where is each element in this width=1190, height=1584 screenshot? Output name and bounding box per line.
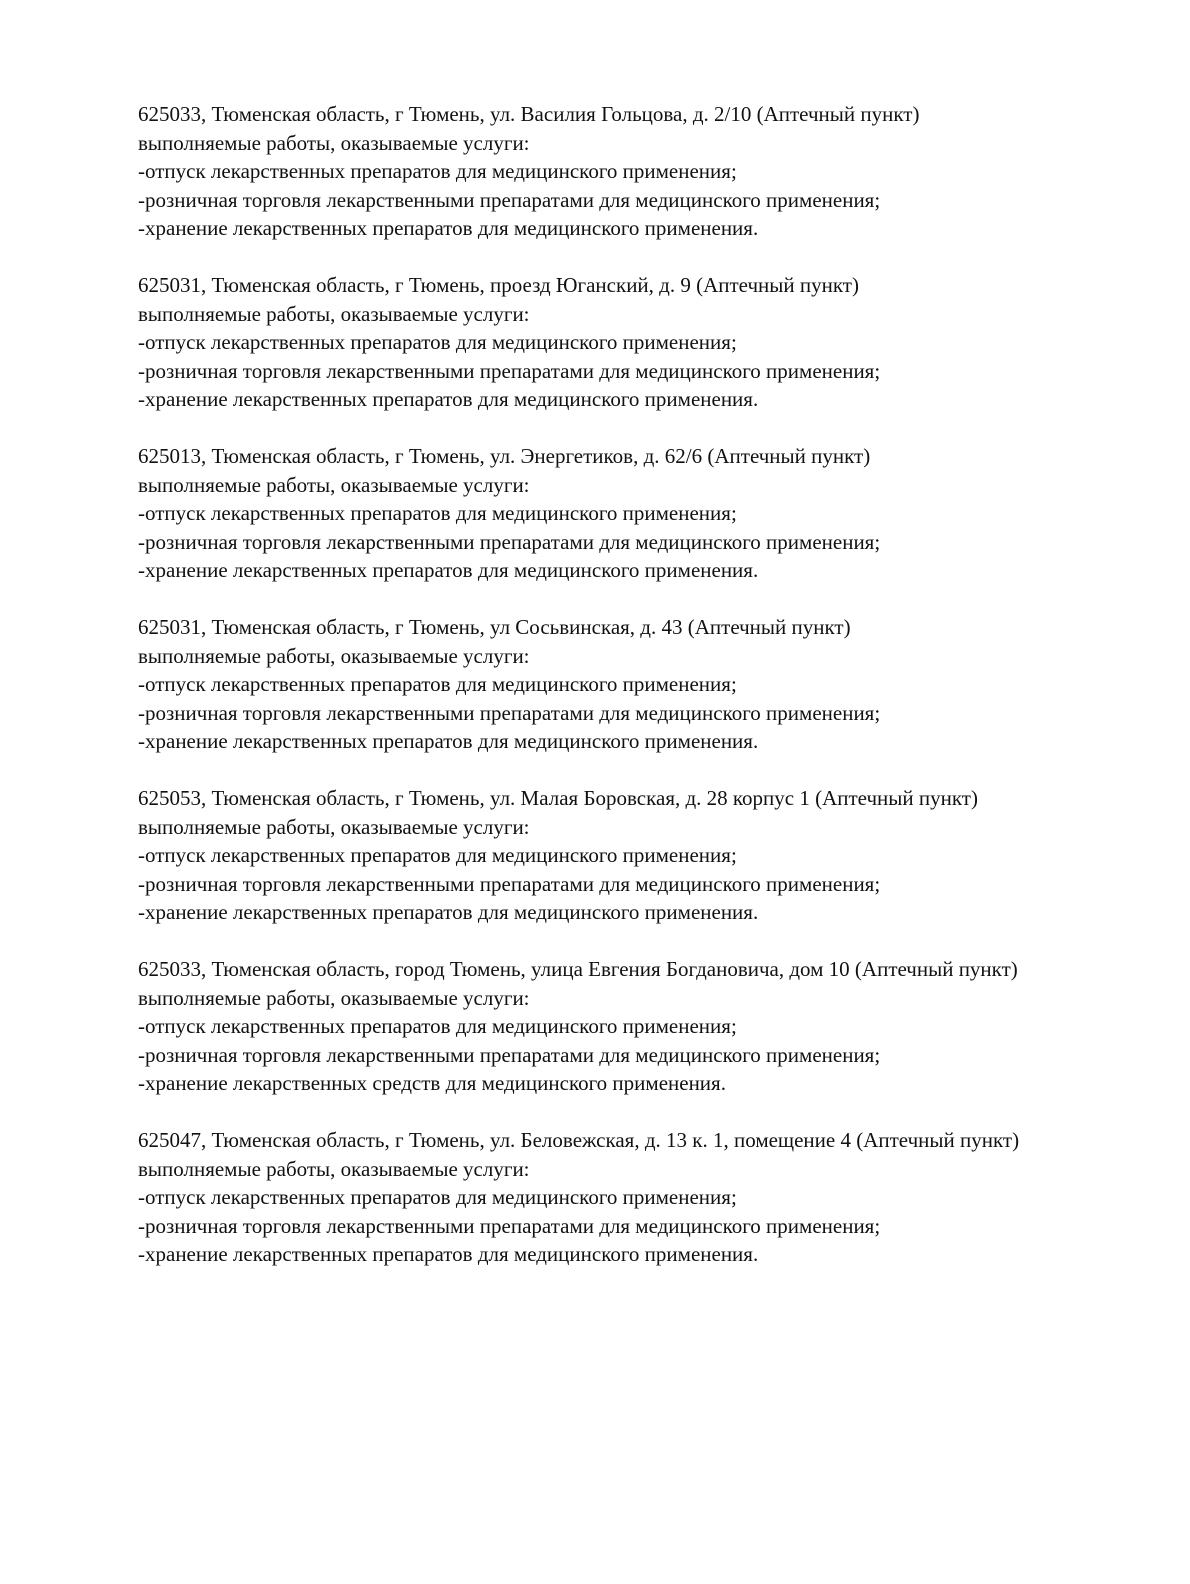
pharmacy-entry-3 — [138, 442, 1108, 585]
pharmacy-entry-5 — [138, 784, 1108, 927]
pharmacy-entry-4 — [138, 613, 1108, 756]
service-item: -отпуск лекарственных препаратов для медицинского применения; — [138, 843, 737, 867]
service-item: -розничная торговля лекарственными препаратами для медицинского применения; — [138, 358, 881, 383]
service-item: -хранение лекарственных средств для медицинского применения. — [138, 1071, 726, 1095]
entry-address: 625033, Тюменская область, г Тюмень, ул. Василия Гольцова, д. 2/10 (Аптечный пункт) — [138, 102, 920, 126]
service-item: -отпуск лекарственных препаратов для медицинского применения; — [138, 330, 737, 354]
service-item: -отпуск лекарственных препаратов для медицинского применения; — [138, 1185, 737, 1209]
entry-address: 625033, Тюменская область, город Тюмень, улица Евгения Богдановича, дом 10 (Аптечный пункт) — [138, 957, 1018, 981]
entry-address: 625013, Тюменская область, г Тюмень, ул. Энергетиков, д. 62/6 (Аптечный пункт) — [138, 444, 871, 468]
entry-address: 625047, Тюменская область, г Тюмень, ул. Беловежская, д. 13 к. 1, помещение 4 (Аптечный пункт) — [138, 1128, 1020, 1152]
service-item: -отпуск лекарственных препаратов для медицинского применения; — [138, 672, 737, 696]
pharmacy-entry-7 — [138, 1126, 1108, 1269]
services-header: выполняемые работы, оказываемые услуги: — [138, 1156, 530, 1181]
service-item: -розничная торговля лекарственными препаратами для медицинского применения; — [138, 871, 881, 896]
service-item: -хранение лекарственных препаратов для медицинского применения. — [138, 216, 759, 240]
entry-address: 625031, Тюменская область, г Тюмень, проезд Юганский, д. 9 (Аптечный пункт) — [138, 273, 859, 297]
service-item: -розничная торговля лекарственными препаратами для медицинского применения; — [138, 529, 881, 554]
service-item: -розничная торговля лекарственными препаратами для медицинского применения; — [138, 187, 881, 212]
service-item: -хранение лекарственных препаратов для медицинского применения. — [138, 387, 759, 411]
services-header: выполняемые работы, оказываемые услуги: — [138, 814, 530, 839]
service-item: -отпуск лекарственных препаратов для медицинского применения; — [138, 159, 737, 183]
services-header: выполняемые работы, оказываемые услуги: — [138, 301, 530, 326]
pharmacy-entry-1 — [138, 100, 1108, 243]
entry-address: 625053, Тюменская область, г Тюмень, ул. Малая Боровская, д. 28 корпус 1 (Аптечный пункт) — [138, 786, 978, 810]
service-item: -хранение лекарственных препаратов для медицинского применения. — [138, 1242, 759, 1266]
service-item: -хранение лекарственных препаратов для медицинского применения. — [138, 558, 759, 582]
services-header: выполняемые работы, оказываемые услуги: — [138, 643, 530, 668]
service-item: -розничная торговля лекарственными препаратами для медицинского применения; — [138, 700, 881, 725]
pharmacy-entry-6 — [138, 955, 1108, 1098]
pharmacy-entry-2 — [138, 271, 1108, 414]
services-header: выполняемые работы, оказываемые услуги: — [138, 130, 530, 155]
service-item: -розничная торговля лекарственными препаратами для медицинского применения; — [138, 1213, 881, 1238]
service-item: -розничная торговля лекарственными препаратами для медицинского применения; — [138, 1042, 881, 1067]
services-header: выполняемые работы, оказываемые услуги: — [138, 472, 530, 497]
service-item: -отпуск лекарственных препаратов для медицинского применения; — [138, 501, 737, 525]
service-item: -хранение лекарственных препаратов для медицинского применения. — [138, 900, 759, 924]
service-item: -хранение лекарственных препаратов для медицинского применения. — [138, 729, 759, 753]
document-page — [138, 100, 1108, 1297]
service-item: -отпуск лекарственных препаратов для медицинского применения; — [138, 1014, 737, 1038]
entry-address: 625031, Тюменская область, г Тюмень, ул Сосьвинская, д. 43 (Аптечный пункт) — [138, 615, 851, 639]
services-header: выполняемые работы, оказываемые услуги: — [138, 985, 530, 1010]
